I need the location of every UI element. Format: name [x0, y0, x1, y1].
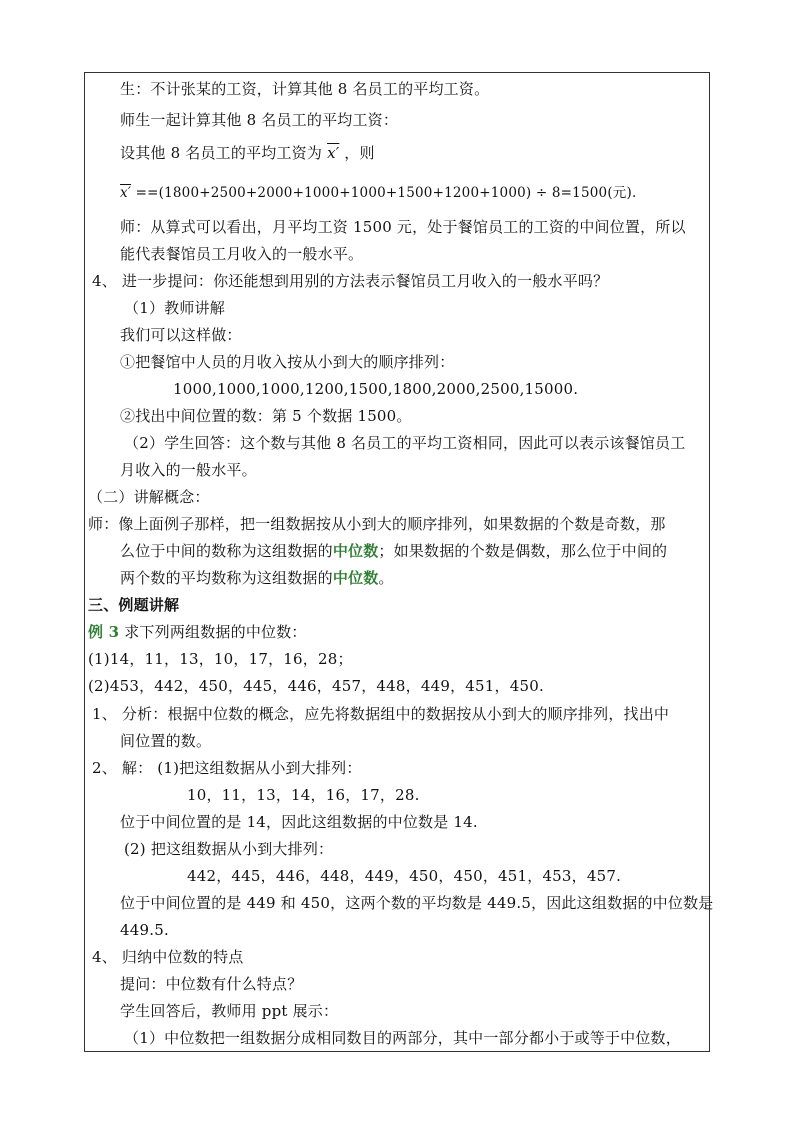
- data-sequence: 1000,1000,1000,1200,1500,1800,2000,2500,15000.: [173, 380, 579, 398]
- text-span: 求下列两组数据的中位数：: [119, 623, 307, 641]
- text-line: (2) 把这组数据从小到大排列：: [124, 840, 334, 858]
- text-line: [120, 140, 375, 166]
- text-line: （1）中位数把一组数据分成相同数目的两部分，其中一部分都小于或等于中位数，: [124, 1029, 681, 1047]
- text-line: 学生回答后，教师用 ppt 展示：: [120, 1002, 339, 1020]
- text-line: 师生一起计算其他 8 名员工的平均工资：: [120, 111, 399, 129]
- example-label: 例 3: [88, 623, 120, 641]
- text-line: 生：不计张某的工资，计算其他 8 名员工的平均工资。: [120, 80, 490, 98]
- text-line: 4、 进一步提问：你还能想到用别的方法表示餐馆员工月收入的一般水平吗？: [92, 272, 609, 290]
- mean-symbol: x′: [327, 144, 340, 162]
- text-line: 月收入的一般水平。: [120, 461, 257, 479]
- text-line: [120, 565, 394, 591]
- data-sequence: 10，11，13，14，16，17，28.: [187, 786, 420, 804]
- section-heading: （二）讲解概念：: [88, 488, 210, 506]
- text-line: 提问：中位数有什么特点？: [120, 975, 303, 993]
- text-span: ；如果数据的个数是偶数，那么位于中间的: [378, 542, 668, 560]
- text-line: （1）教师讲解: [124, 299, 225, 317]
- formula-line: [120, 180, 636, 206]
- text-line: 位于中间位置的是 449 和 450，这两个数的平均数是 449.5，因此这组数据的中位数是: [120, 894, 714, 912]
- term-highlight: 中位数: [332, 542, 379, 560]
- text-line: 2、 解： (1)把这组数据从小到大排列：: [92, 759, 362, 777]
- text-line: [120, 538, 667, 564]
- text-line: 能代表餐馆员工月收入的一般水平。: [120, 245, 364, 263]
- section-heading: 三、例题讲解: [88, 596, 180, 614]
- text-span: ，则: [344, 144, 375, 162]
- text-span: 两个数的平均数称为这组数据的: [120, 569, 333, 587]
- text-line: 4、 归纳中位数的特点: [92, 948, 244, 966]
- text-line: 1、 分析：根据中位数的概念，应先将数据组中的数据按从小到大的顺序排列，找出中: [92, 705, 670, 723]
- text-line: 师：像上面例子那样，把一组数据按从小到大的顺序排列，如果数据的个数是奇数，那: [88, 515, 666, 533]
- text-span: 。: [378, 569, 394, 587]
- mean-symbol: x′: [120, 185, 132, 201]
- text-line: 师：从算式可以看出，月平均工资 1500 元，处于餐馆员工的工资的中间位置，所以: [120, 218, 686, 236]
- term-highlight: 中位数: [332, 569, 379, 587]
- example-title: [88, 619, 307, 645]
- text-span: 设其他 8 名员工的平均工资为: [120, 144, 323, 162]
- text-line: （2）学生回答：这个数与其他 8 名员工的平均工资相同，因此可以表示该餐馆员工: [124, 434, 686, 452]
- text-line: 位于中间位置的是 14，因此这组数据的中位数是 14.: [120, 813, 478, 831]
- text-line: ①把餐馆中人员的月收入按从小到大的顺序排列：: [120, 353, 455, 371]
- text-line: 间位置的数。: [120, 732, 212, 750]
- text-line: (2)453，442，450，445，446，457，448，449，451，450.: [88, 677, 544, 695]
- text-line: ②找出中间位置的数：第 5 个数据 1500。: [120, 407, 412, 425]
- data-sequence: 442，445，446，448，449，450，450，451，453，457.: [187, 867, 622, 885]
- text-line: 我们可以这样做：: [120, 326, 242, 344]
- text-line: 449.5.: [120, 921, 169, 939]
- text-span: 么位于中间的数称为这组数据的: [120, 542, 333, 560]
- text-line: (1)14，11，13，10，17，16，28；: [88, 650, 353, 668]
- formula-text: ==(1800+2500+2000+1000+1000+1500+1200+1000) ÷ 8=1500(元).: [135, 185, 637, 201]
